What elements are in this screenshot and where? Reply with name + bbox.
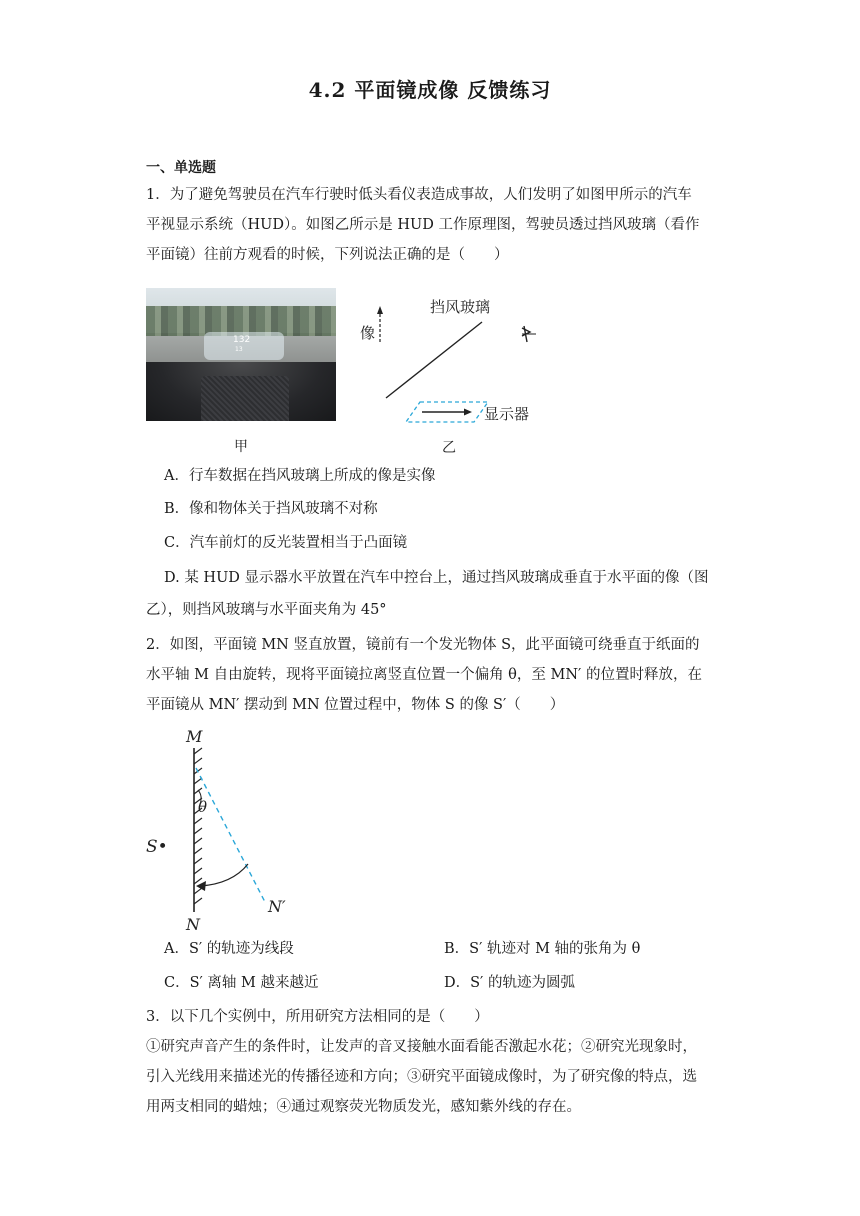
section-heading: 一、单选题 [146, 160, 216, 176]
label-m: M [186, 727, 203, 746]
question-3-line-3: 引入光线用来描述光的传播径迹和方向；③研究平面镜成像时，为了研究像的特点，选 [146, 1069, 697, 1085]
question-3-text [146, 1002, 716, 1122]
hud-diagram [350, 290, 550, 458]
question-2-line-3: 平面镜从 MN′ 摆动到 MN 位置过程中，物体 S 的像 S′（ ） [146, 697, 565, 713]
question-2-option-a: A．S′ 的轨迹为线段 [164, 941, 294, 957]
question-1-option-c: C．汽车前灯的反光装置相当于凸面镜 [164, 535, 408, 551]
question-1-line-1: 1．为了避免驾驶员在汽车行驶时低头看仪表造成事故，人们发明了如图甲所示的汽车 [146, 187, 692, 203]
question-2-option-c: C．S′ 离轴 M 越来越近 [164, 975, 319, 991]
eye-icon [522, 326, 536, 342]
photo-dashboard-mesh [201, 376, 289, 421]
mirror-mn-prime [196, 768, 266, 904]
swing-arrow-head [196, 881, 206, 891]
mirror-diagram [140, 724, 300, 936]
question-3-line-1: 3．以下几个实例中，所用研究方法相同的是（ ） [146, 1009, 489, 1025]
question-2-line-2: 水平轴 M 自由旋转，现将平面镜拉离竖直位置一个偏角 θ，至 MN′ 的位置时释放，在 [146, 667, 702, 683]
figure-caption-jia: 甲 [234, 439, 248, 455]
image-arrow-head [377, 306, 383, 314]
question-1-text [146, 180, 716, 270]
page-title: 4.2 平面镜成像 反馈练习 [308, 78, 552, 102]
question-2-text [146, 630, 716, 720]
figure-caption-yi: 乙 [442, 440, 456, 456]
question-1-option-b: B．像和物体关于挡风玻璃不对称 [164, 501, 378, 517]
question-2-line-1: 2．如图，平面镜 MN 竖直放置，镜前有一个发光物体 S，此平面镜可绕垂直于纸面的 [146, 637, 700, 653]
question-1-line-3: 平面镜）往前方观看的时候，下列说法正确的是（ ） [146, 247, 509, 263]
hud-photo [146, 288, 336, 421]
question-2-option-b: B．S′ 轨迹对 M 轴的张角为 θ [444, 941, 641, 957]
question-2-option-d: D．S′ 的轨迹为圆弧 [444, 975, 575, 991]
label-theta: θ [198, 798, 208, 816]
display-arrow-head [464, 409, 472, 416]
windshield-line [386, 322, 482, 398]
label-image: 像 [360, 324, 376, 342]
hud-small-text: 13 [235, 346, 243, 353]
question-3-line-4: 用两支相同的蜡烛；④通过观察荧光物质发光，感知紫外线的存在。 [146, 1099, 581, 1115]
label-display: 显示器 [484, 405, 530, 423]
hud-speed-text: 132 [233, 335, 251, 345]
question-1-option-a: A．行车数据在挡风玻璃上所成的像是实像 [164, 468, 436, 484]
label-n-prime: N′ [268, 897, 286, 916]
question-3-line-2: ①研究声音产生的条件时，让发声的音叉接触水面看能否激起水花；②研究光现象时， [146, 1039, 697, 1055]
label-n: N [186, 915, 200, 934]
question-1-option-d-line-1: D. 某 HUD 显示器水平放置在汽车中控台上，通过挡风玻璃成垂直于水平面的像（图 [164, 570, 709, 586]
question-1-option-d-line-2: 乙），则挡风玻璃与水平面夹角为 45° [146, 602, 387, 618]
label-windshield: 挡风玻璃 [430, 298, 491, 316]
question-1-line-2: 平视显示系统（HUD）。如图乙所示是 HUD 工作原理图，驾驶员透过挡风玻璃（看作 [146, 217, 700, 233]
swing-arrow [200, 864, 248, 886]
label-s: S• [146, 837, 168, 857]
